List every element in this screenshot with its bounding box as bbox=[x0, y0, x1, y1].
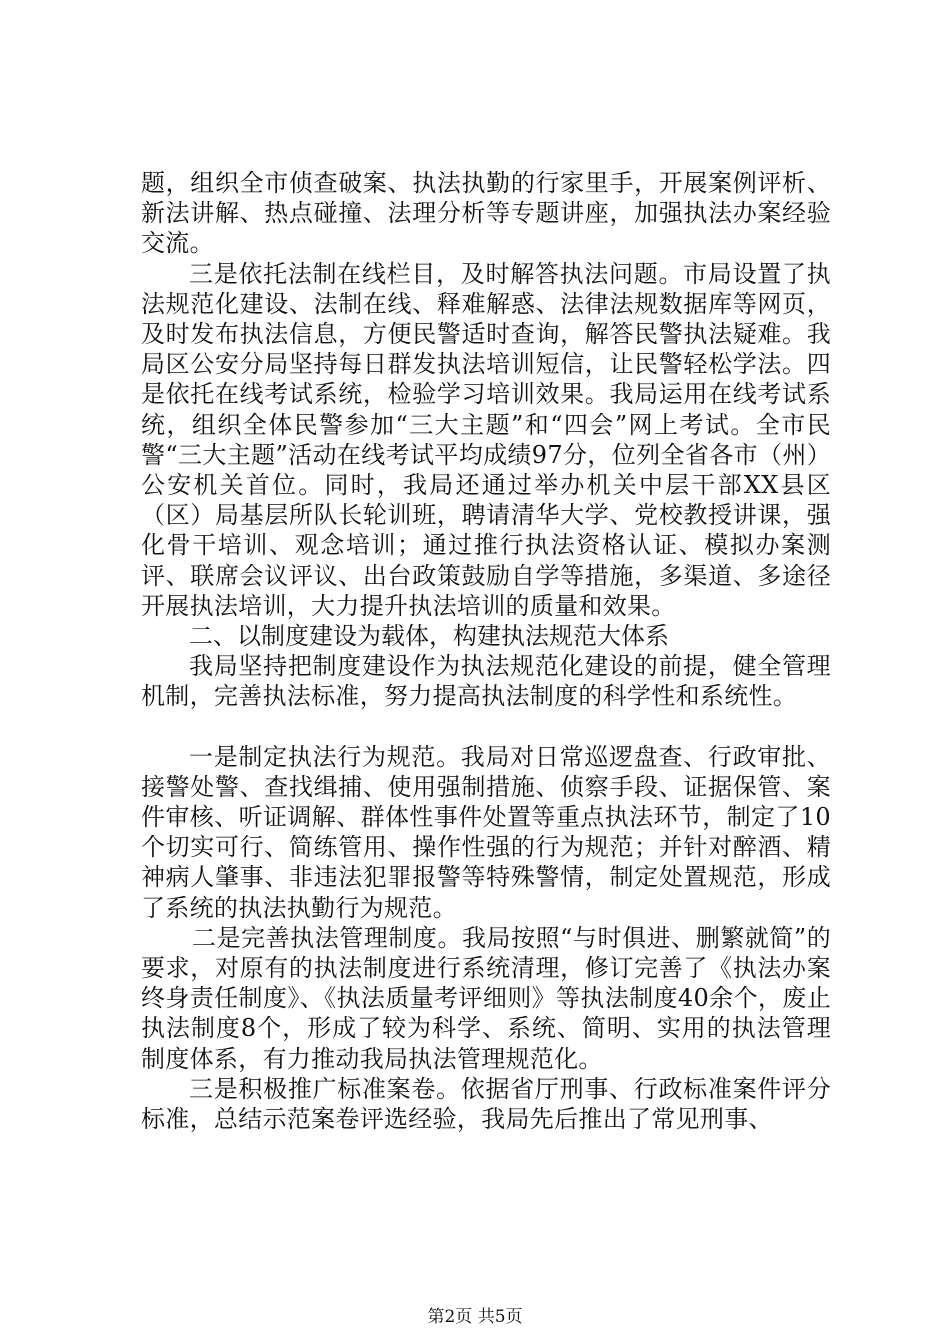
paragraph-institution-intro: 我局坚持把制度建设作为执法规范化建设的前提，健全管理机制，完善执法标准，努力提高执法制度的科学性和系统性。 bbox=[141, 652, 831, 711]
paragraph-continuation: 题，组织全市侦查破案、执法执勤的行家里手，开展案例评析、新法讲解、热点碰撞、法理分析等专题讲座，加强执法办案经验交流。 bbox=[141, 169, 831, 258]
paragraph-gap bbox=[141, 712, 831, 742]
paragraph-management-system: 二是完善执法管理制度。我局按照“与时俱进、删繁就简”的要求，对原有的执法制度进行系统清理，修订完善了《执法办案终身责任制度》、《执法质量考评细则》等执法制度40余个，废止执法制度8个，形成了较为科学、系统、简明、实用的执法管理制度体系，有力推动我局执法管理规范化。 bbox=[141, 923, 831, 1073]
paragraph-online-legal-column: 三是依托法制在线栏目，及时解答执法问题。市局设置了执法规范化建设、法制在线、释难解惑、法律法规数据库等网页，及时发布执法信息，方便民警适时查询，解答民警执法疑难。我局区公安分局坚持每日群发执法培训短信，让民警轻松学法。四是依托在线考试系统，检验学习培训效果。我局运用在线考试系统，组织全体民警参加“三大主题”和“四会”网上考试。全市民警“三大主题”活动在线考试平均成绩97分，位列全省各市（州）公安机关首位。同时，我局还通过举办机关中层干部XX县区（区）局基层所队长轮训班，聘请清华大学、党校教授讲课，强化骨干培训、观念培训；通过推行执法资格认证、模拟办案测评、联席会议评议、出台政策鼓励自学等措施，多渠道、多途径开展执法培训，大力提升执法培训的质量和效果。 bbox=[141, 259, 831, 620]
paragraph-conduct-norms: 一是制定执法行为规范。我局对日常巡逻盘查、行政审批、接警处警、查找缉捕、使用强制措施、侦察手段、证据保管、案件审核、听证调解、群体性事件处置等重点执法环节，制定了10个切实可行、简练管用、操作性强的行为规范；并针对醉酒、精神病人肇事、非违法犯罪报警等特殊警情，制定处置规范，形成了系统的执法执勤行为规范。 bbox=[141, 742, 831, 922]
section-heading-institution-building: 二、以制度建设为载体，构建执法规范大体系 bbox=[189, 622, 669, 651]
paragraph-standard-case-files: 三是积极推广标准案卷。依据省厅刑事、行政标准案件评分标准，总结示范案卷评选经验，我局先后推出了常见刑事、 bbox=[141, 1074, 831, 1134]
page-number-footer: 第2页 共5页 bbox=[427, 1307, 523, 1327]
document-body bbox=[141, 168, 831, 1134]
